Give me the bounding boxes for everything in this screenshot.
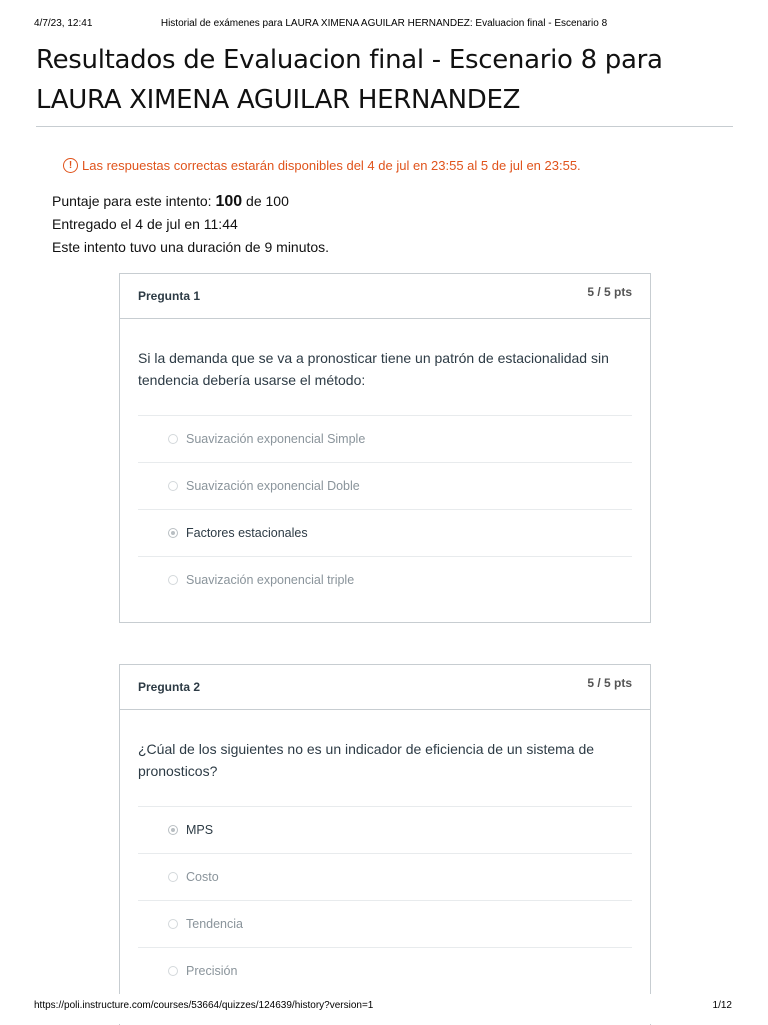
answer-label: Suavización exponencial Simple: [186, 432, 366, 446]
print-footer: [0, 994, 768, 1024]
duration-line: Este intento tuvo una duración de 9 minutos.: [52, 239, 330, 255]
question-points: 5 / 5 pts: [587, 676, 632, 690]
score-line: [52, 190, 329, 213]
print-page-number: 1/12: [712, 1000, 732, 1011]
answer-option-selected[interactable]: [138, 806, 632, 853]
question-points: 5 / 5 pts: [587, 285, 632, 299]
title-divider: [36, 126, 733, 127]
radio-button-selected[interactable]: [168, 825, 178, 835]
answer-label: Precisión: [186, 964, 238, 978]
answer-label: Suavización exponencial triple: [186, 573, 355, 587]
answer-label: Suavización exponencial Doble: [186, 479, 360, 493]
radio-button[interactable]: [168, 481, 178, 491]
radio-button[interactable]: [168, 872, 178, 882]
score-total: de 100: [246, 193, 289, 209]
print-page-title: Historial de exámenes para LAURA XIMENA AGUILAR HERNANDEZ: Evaluacion final - Escenario 8: [160, 18, 608, 29]
print-header: [0, 0, 768, 30]
answer-label: Factores estacionales: [186, 526, 308, 540]
radio-button[interactable]: [168, 434, 178, 444]
score-label: Puntaje para este intento:: [52, 193, 212, 209]
answer-label: Costo: [186, 870, 219, 884]
answer-option-selected[interactable]: [138, 509, 632, 556]
answer-label: MPS: [186, 823, 214, 837]
answers-availability-notice: [63, 158, 581, 173]
print-datetime: 4/7/23, 12:41: [34, 18, 93, 29]
attempt-summary: [52, 190, 329, 259]
submitted-line: Entregado el 4 de jul en 11:44: [52, 216, 238, 232]
score-value: 100: [215, 193, 243, 210]
radio-button-selected[interactable]: [168, 528, 178, 538]
radio-button[interactable]: [168, 575, 178, 585]
answer-list: [138, 806, 632, 994]
exclamation-circle-icon: !: [63, 158, 78, 173]
radio-button[interactable]: [168, 966, 178, 976]
answer-option[interactable]: [138, 462, 632, 509]
question-text: ¿Cúal de los siguientes no es un indicador de eficiencia de un sistema de pronosticos?: [138, 741, 595, 779]
answer-option[interactable]: [138, 853, 632, 900]
answer-option[interactable]: [138, 947, 632, 994]
question-card-1: [119, 273, 651, 623]
question-text: Si la demanda que se va a pronosticar tiene un patrón de estacionalidad sin tendencia debería usarse el método:: [138, 350, 609, 388]
answer-label: Tendencia: [186, 917, 243, 931]
question-name: Pregunta 1: [138, 289, 201, 303]
question-header: [120, 665, 650, 710]
answer-option[interactable]: [138, 415, 632, 462]
notice-text: Las respuestas correctas estarán disponibles del 4 de jul en 23:55 al 5 de jul en 23:55.: [82, 158, 581, 173]
page-title: Resultados de Evaluacion final - Escenario 8 para LAURA XIMENA AGUILAR HERNANDEZ: [36, 45, 663, 115]
answer-option[interactable]: [138, 556, 632, 603]
answer-list: [138, 415, 632, 603]
radio-button[interactable]: [168, 919, 178, 929]
print-url: https://poli.instructure.com/courses/53664/quizzes/124639/history?version=1: [34, 1000, 374, 1011]
question-card-2: [119, 664, 651, 1025]
question-name: Pregunta 2: [138, 680, 201, 694]
question-header: [120, 274, 650, 319]
answer-option[interactable]: [138, 900, 632, 947]
